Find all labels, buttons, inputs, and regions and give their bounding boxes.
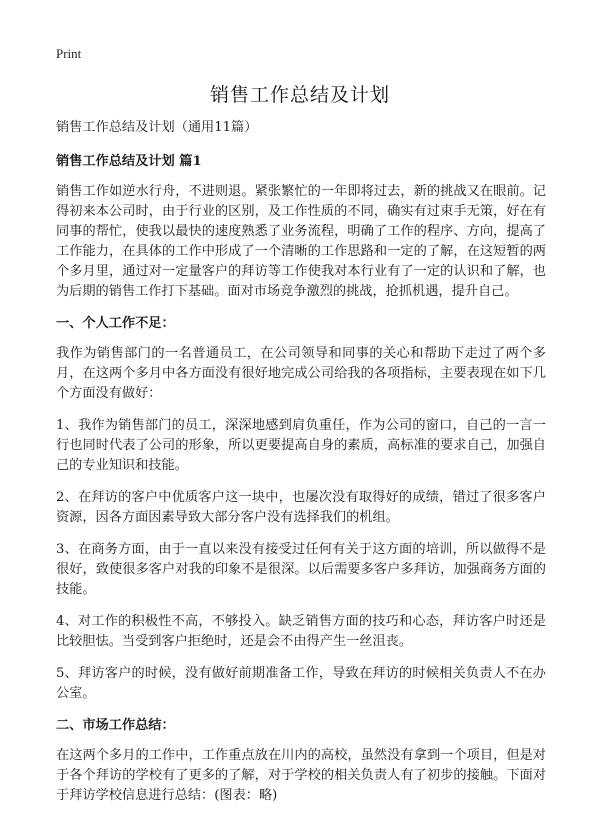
document-title: 销售工作总结及计划 bbox=[209, 84, 390, 106]
intro-paragraph: 销售工作如逆水行舟，不进则退。紧张繁忙的一年即将过去，新的挑战又在眼前。记得初来本公司时，由于行业的区别，及工作性质的不同，确实有过束手无策，好在有同事的帮忙，使我以最快的速度熟悉了业务流程，明确了工作的程序、方向，提高了工作能力，在具体的工作中形成了一个清晰的工作思路和一定的了解，在这短暂的两个多月里，通过对一定量客户的拜访等工作使我对本行业有了一定的认识和了解，也为后期的销售工作打下基础。面对市场竞争激烈的挑战，抢抓机遇，提升自己。 bbox=[56, 184, 546, 299]
section-1-heading: 一、个人工作不足： bbox=[56, 316, 175, 331]
section-1-intro: 我作为销售部门的一名普通员工，在公司领导和同事的关心和帮助下走过了两个多月，在这两个多月中各方面没有很好地完成公司给我的各项指标，主要表现在如下几个方面没有做好： bbox=[56, 346, 546, 401]
document-subtitle: 销售工作总结及计划（通用11篇） bbox=[56, 120, 258, 135]
list-item: 5、拜访客户的时候，没有做好前期准备工作，导致在拜访的时候相关负责人不在办公室。 bbox=[56, 666, 546, 701]
list-item: 2、在拜访的客户中优质客户这一块中，也屡次没有取得好的成绩，错过了很多客户资源，因各方面因素导致大部分客户没有选择我们的机组。 bbox=[56, 490, 546, 525]
article-heading: 销售工作总结及计划 篇1 bbox=[56, 154, 202, 169]
section-2-heading: 二、市场工作总结： bbox=[56, 718, 175, 733]
list-item: 4、对工作的积极性不高，不够投入。缺乏销售方面的技巧和心态，拜访客户时还是比较胆怯。当受到客户拒绝时，还是会不由得产生一丝沮丧。 bbox=[56, 614, 546, 649]
section-2-intro: 在这两个多月的工作中，工作重点放在川内的高校，虽然没有拿到一个项目，但是对于各个拜访的学校有了更多的了解，对于学校的相关负责人有了初步的接触。下面对于拜访学校信息进行总结：(图表：略) bbox=[56, 748, 546, 803]
print-link[interactable]: Print bbox=[56, 46, 82, 61]
list-item: 1、我作为销售部门的员工，深深地感到肩负重任，作为公司的窗口，自己的一言一行也同时代表了公司的形象，所以更要提高自身的素质，高标准的要求自己，加强自己的专业知识和技能。 bbox=[56, 418, 546, 473]
document-body bbox=[56, 118, 546, 818]
list-item: 3、在商务方面，由于一直以来没有接受过任何有关于这方面的培训，所以做得不是很好，致使很多客户对我的印象不是很深。以后需要多客户多拜访，加强商务方面的技能。 bbox=[56, 542, 546, 597]
